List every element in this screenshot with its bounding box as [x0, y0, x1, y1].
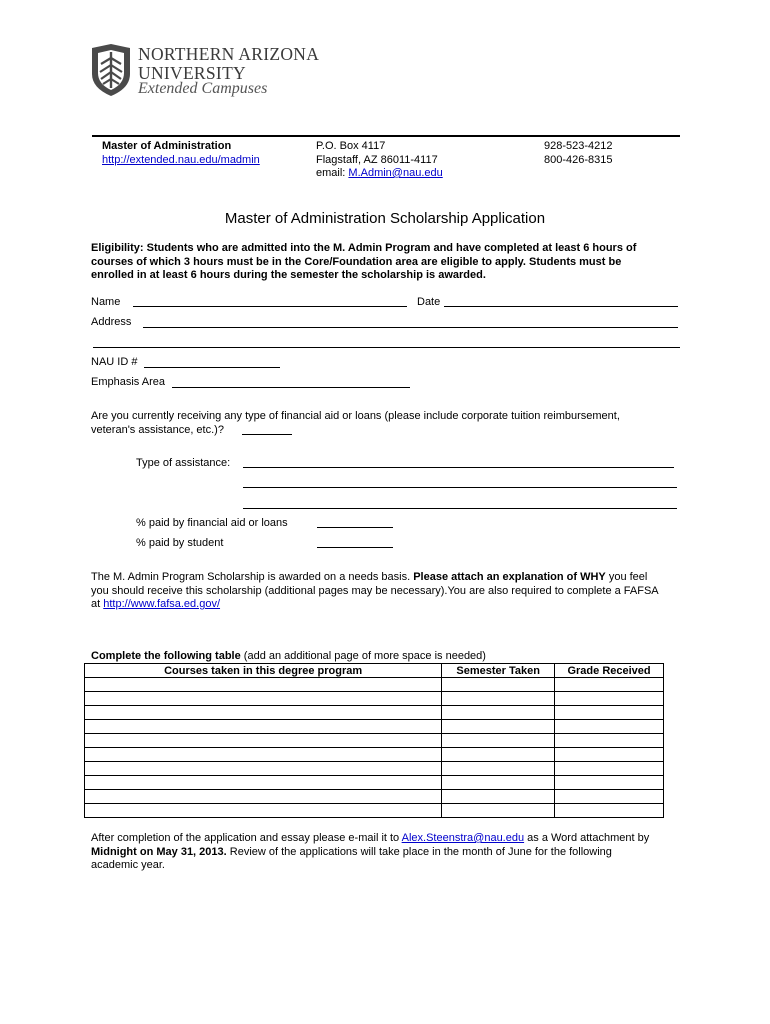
type-of-assistance-field-3[interactable] [243, 508, 677, 509]
emphasis-area-field[interactable] [172, 387, 410, 388]
nau-id-field[interactable] [144, 367, 280, 368]
semester-cell[interactable] [442, 720, 555, 734]
city-state-zip: Flagstaff, AZ 86011-4117 [316, 153, 438, 166]
table-row [85, 748, 664, 762]
courses-table [84, 663, 664, 818]
grade-cell[interactable] [555, 762, 664, 776]
grade-cell[interactable] [555, 804, 664, 818]
submission-line-1 [91, 832, 649, 846]
needs-line-1-start: The M. Admin Program Scholarship is awarded on a needs basis. [91, 571, 414, 583]
semester-cell[interactable] [442, 762, 555, 776]
email-link[interactable]: M.Admin@nau.edu [348, 167, 443, 179]
grade-cell[interactable] [555, 748, 664, 762]
course-cell[interactable] [85, 734, 442, 748]
header-right [544, 140, 613, 167]
needs-basis-text [91, 571, 659, 612]
financial-aid-question [91, 410, 620, 437]
eligibility-line-2: courses of which 3 hours must be in the Core/Foundation area are eligible to apply. Students must be [91, 255, 622, 268]
phone-tollfree: 800-426-8315 [544, 153, 613, 166]
submission-line-3: academic year. [91, 859, 165, 871]
nau-logo [90, 44, 132, 96]
date-label: Date [417, 296, 441, 308]
semester-cell[interactable] [442, 748, 555, 762]
table-row [85, 678, 664, 692]
address-field-line-1[interactable] [143, 327, 678, 328]
semester-cell[interactable] [442, 706, 555, 720]
course-cell[interactable] [85, 762, 442, 776]
page-title: Master of Administration Scholarship Application [224, 210, 546, 227]
table-instructions-rest: (add an additional page of more space is needed) [240, 650, 486, 662]
financial-aid-answer-field[interactable] [242, 434, 292, 435]
table-row [85, 790, 664, 804]
table-instructions [91, 650, 486, 664]
course-cell[interactable] [85, 706, 442, 720]
needs-basis-line-3 [91, 598, 659, 612]
emphasis-area-label: Emphasis Area [91, 376, 165, 388]
header-left [102, 140, 260, 167]
semester-cell[interactable] [442, 678, 555, 692]
table-row [85, 692, 664, 706]
pct-financial-aid-label: % paid by financial aid or loans [136, 517, 288, 529]
po-box: P.O. Box 4117 [316, 140, 386, 152]
semester-cell[interactable] [442, 776, 555, 790]
type-of-assistance-label: Type of assistance: [136, 457, 231, 469]
nau-id-label: NAU ID # [91, 356, 138, 368]
grade-cell[interactable] [555, 706, 664, 720]
pct-financial-aid-field[interactable] [317, 527, 393, 528]
table-row [85, 734, 664, 748]
header-rule [92, 135, 680, 137]
table-header-row [85, 664, 664, 678]
grade-cell[interactable] [555, 776, 664, 790]
type-of-assistance-field-2[interactable] [243, 487, 677, 488]
column-courses: Courses taken in this degree program [85, 664, 442, 678]
email-label: email: [316, 167, 349, 179]
logo-line-extended-campuses: Extended Campuses [138, 80, 268, 97]
deadline-text: Midnight on May 31, 2013. [91, 845, 227, 858]
needs-line-3-start: at [91, 598, 104, 610]
grade-cell[interactable] [555, 790, 664, 804]
grade-cell[interactable] [555, 720, 664, 734]
eligibility-line-1: Eligibility: Students who are admitted into the M. Admin Program and have completed at least 6 hours of [91, 242, 637, 254]
grade-cell[interactable] [555, 734, 664, 748]
date-field[interactable] [444, 306, 678, 307]
contact-email-link[interactable]: Alex.Steenstra@nau.edu [401, 832, 525, 844]
nau-pine-emblem-icon [90, 44, 132, 96]
column-semester: Semester Taken [442, 664, 555, 678]
eligibility-text [91, 242, 636, 283]
table-row [85, 720, 664, 734]
course-cell[interactable] [85, 776, 442, 790]
needs-basis-line-1 [91, 571, 659, 585]
name-label: Name [91, 296, 121, 308]
program-url-link[interactable]: http://extended.nau.edu/madmin [102, 153, 260, 166]
semester-cell[interactable] [442, 692, 555, 706]
eligibility-line-3: enrolled in at least 6 hours during the semester the scholarship is awarded. [91, 269, 486, 281]
course-cell[interactable] [85, 804, 442, 818]
grade-cell[interactable] [555, 692, 664, 706]
financial-aid-question-line-2: veteran's assistance, etc.)? [91, 423, 224, 436]
needs-line-1-end: you feel [605, 571, 648, 583]
pct-student-field[interactable] [317, 547, 393, 548]
submission-line-1-start: After completion of the application and essay please e-mail it to [91, 832, 402, 844]
submission-instructions [91, 832, 649, 873]
logo-line-northern-arizona: NORTHERN ARIZONA [138, 44, 320, 64]
semester-cell[interactable] [442, 790, 555, 804]
course-cell[interactable] [85, 720, 442, 734]
address-field-line-2[interactable] [93, 347, 680, 348]
table-row [85, 776, 664, 790]
financial-aid-question-line-1: Are you currently receiving any type of financial aid or loans (please include corporate tuition reimbursement, [91, 410, 620, 422]
course-cell[interactable] [85, 748, 442, 762]
submission-line-1-end: as a Word attachment by [524, 832, 650, 844]
submission-line-2-rest: Review of the applications will take place in the month of June for the following [226, 845, 612, 858]
course-cell[interactable] [85, 790, 442, 804]
table-row [85, 804, 664, 818]
table-row [85, 706, 664, 720]
header-middle [316, 140, 443, 181]
course-cell[interactable] [85, 692, 442, 706]
column-grade: Grade Received [555, 664, 664, 678]
address-label: Address [91, 316, 132, 328]
name-field[interactable] [133, 306, 407, 307]
type-of-assistance-field-1[interactable] [243, 467, 674, 468]
logo-line-university: UNIVERSITY [138, 63, 246, 83]
table-row [85, 762, 664, 776]
course-cell[interactable] [85, 678, 442, 692]
fafsa-link[interactable]: http://www.fafsa.ed.gov/ [103, 598, 221, 610]
program-name: Master of Administration [102, 140, 232, 152]
pct-student-label: % paid by student [136, 537, 224, 549]
submission-line-2 [91, 846, 649, 860]
semester-cell[interactable] [442, 734, 555, 748]
table-instructions-bold: Complete the following table [91, 650, 241, 662]
needs-line-1-emphasis: Please attach an explanation of WHY [413, 571, 606, 583]
semester-cell[interactable] [442, 804, 555, 818]
phone-primary: 928-523-4212 [544, 140, 613, 152]
grade-cell[interactable] [555, 678, 664, 692]
needs-basis-line-2: you should receive this scholarship (additional pages may be necessary).You are also required to complete a FAFSA [91, 584, 659, 597]
